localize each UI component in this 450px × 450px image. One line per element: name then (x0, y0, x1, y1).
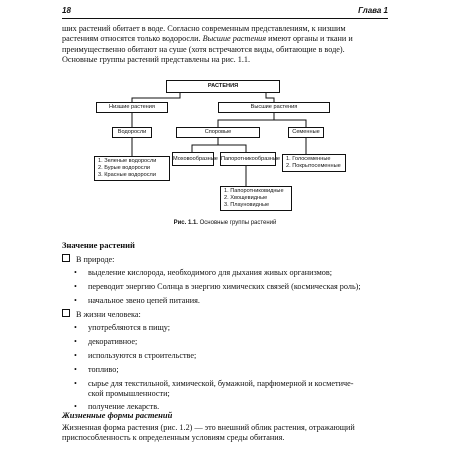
list-item: 3. Плауновидные (224, 202, 270, 208)
checkbox-square-icon (62, 254, 70, 262)
bullet-icon: • (74, 268, 77, 277)
bullet-icon: • (74, 402, 77, 411)
category-human-life: В жизни человека: (62, 309, 141, 320)
intro-line: Основные группы растений представлены на рис. 1.1. (62, 55, 251, 65)
diagram-algae: Водоросли (112, 127, 152, 138)
paragraph-line: приспособленность к определенным условиям среды обитания. (62, 433, 285, 443)
list-item: 3. Красные водоросли (98, 172, 156, 178)
section-heading: Значение растений (62, 240, 135, 250)
list-item: 2. Бурые водоросли (98, 165, 150, 171)
diagram-algae-list (94, 156, 170, 181)
list-item: • используются в строительстве; (74, 351, 197, 360)
bullet-icon: • (74, 282, 77, 291)
list-item: • топливо; (74, 365, 119, 374)
list-item: • получение лекарств. (74, 402, 160, 411)
list-item: • употребляются в пищу; (74, 323, 171, 332)
diagram-seed-list (282, 154, 346, 172)
list-item: 2. Покрытосеменные (286, 163, 341, 169)
list-item-continuation: ской промышленности; (88, 389, 170, 398)
diagram-moss: Моховообразные (172, 152, 214, 166)
diagram-fern: Папоротникообразные (220, 152, 276, 166)
caption-text: Основные группы растений (199, 220, 277, 226)
list-item: • выделение кислорода, необходимого для дыхания живых организмов; (74, 268, 333, 277)
list-item: 1. Папоротниковидные (224, 188, 284, 194)
list-item: • начальное звено цепей питания. (74, 296, 200, 305)
list-item: 1. Голосеменные (286, 156, 331, 162)
intro-line: растениям относятся только водоросли. Высшие растения имеют органы и ткани и (62, 34, 353, 44)
checkbox-square-icon (62, 309, 70, 317)
diagram-root-plants: РАСТЕНИЯ (166, 80, 280, 93)
bullet-icon: • (74, 365, 77, 374)
chapter-title: Глава 1 (358, 6, 388, 15)
category-nature: В природе: (62, 254, 114, 265)
intro-line: ших растений обитает в воде. Согласно современным представлениям, к низшим (62, 24, 346, 33)
list-item: 2. Хвощевидные (224, 195, 268, 201)
page-number: 18 (62, 6, 71, 15)
diagram-seed-plants: Семенные (288, 127, 324, 138)
list-item: • декоративное; (74, 337, 138, 346)
diagram-higher-plants: Высшие растения (218, 102, 330, 113)
paragraph-line: Жизненная форма растения (рис. 1.2) — это внешний облик растения, отражающий (62, 423, 355, 432)
list-item: 1. Зеленые водоросли (98, 158, 157, 164)
list-item: • сырье для текстильной, химической, бумажной, парфюмерной и косметиче- (74, 379, 354, 388)
bullet-icon: • (74, 351, 77, 360)
caption-label: Рис. 1.1. (173, 220, 198, 226)
intro-line: преимущественно обитают на суше (хотя встречаются виды, обитающие в воде). (62, 44, 345, 54)
bullet-icon: • (74, 296, 77, 305)
diagram-lower-plants: Низшие растения (96, 102, 168, 113)
figure-caption (0, 220, 450, 226)
bullet-icon: • (74, 337, 77, 346)
diagram-fern-list (220, 186, 292, 211)
diagram-spore-plants: Споровые (176, 127, 260, 138)
bullet-icon: • (74, 379, 77, 388)
section-heading: Жизненные формы растений (62, 410, 173, 420)
bullet-icon: • (74, 323, 77, 332)
list-item: • переводит энергию Солнца в энергию химических связей (космическая роль); (74, 282, 361, 291)
paragraph (62, 423, 388, 444)
term-higher-plants: Высшие растения (202, 34, 267, 44)
